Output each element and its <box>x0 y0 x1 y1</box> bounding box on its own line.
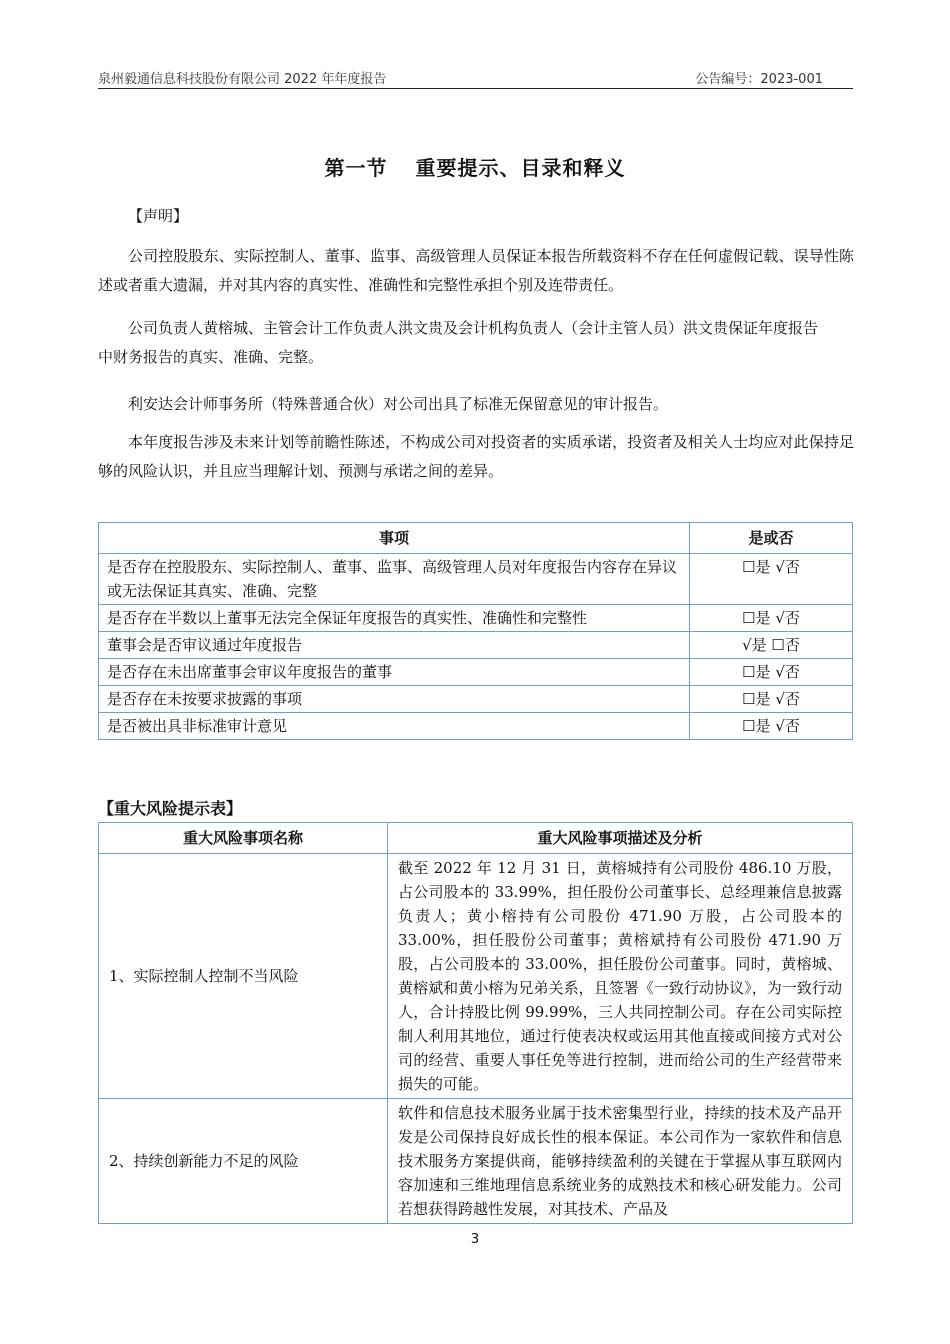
question-item: 是否存在未按要求披露的事项 <box>99 686 690 713</box>
question-answer: ☐是 √否 <box>690 659 853 686</box>
question-item: 是否存在控股股东、实际控制人、董事、监事、高级管理人员对年度报告内容存在异议或无法保证其真实、准确、完整 <box>99 554 690 605</box>
risk-table-title: 【重大风险提示表】 <box>98 799 243 818</box>
question-item: 是否被出具非标准审计意见 <box>99 713 690 740</box>
header-company-report: 泉州毅通信息科技股份有限公司 2022 年年度报告 <box>98 72 387 87</box>
table-row <box>99 1099 853 1224</box>
question-item: 是否存在未出席董事会审议年度报告的董事 <box>99 659 690 686</box>
column-header-yes-no: 是或否 <box>690 523 853 554</box>
column-header-item: 事项 <box>99 523 690 554</box>
risk-table <box>98 822 853 1224</box>
table-row <box>99 854 853 1099</box>
question-item: 董事会是否审议通过年度报告 <box>99 632 690 659</box>
page-number: 3 <box>470 1232 480 1247</box>
table-header-row <box>99 523 853 554</box>
section-number: 第一节 <box>324 156 388 180</box>
table-row <box>99 659 853 686</box>
header-announcement-number: 公告编号：2023-001 <box>695 72 823 87</box>
table-header-row <box>99 823 853 854</box>
statement-heading: 【声明】 <box>128 207 189 225</box>
confirmation-table <box>98 522 853 740</box>
question-answer: √是 ☐否 <box>690 632 853 659</box>
statement-paragraph-2: 公司负责人黄榕城、主管会计工作负责人洪文贵及会计机构负责人（会计主管人员）洪文贵保证年度报告中财务报告的真实、准确、完整。 <box>98 319 819 366</box>
statement-paragraph-1: 公司控股股东、实际控制人、董事、监事、高级管理人员保证本报告所载资料不存在任何虚假记载、误导性陈述或者重大遗漏，并对其内容的真实性、准确性和完整性承担个别及连带责任。 <box>98 247 854 294</box>
statement-paragraph-4: 本年度报告涉及未来计划等前瞻性陈述，不构成公司对投资者的实质承诺，投资者及相关人士均应对此保持足够的风险认识，并且应当理解计划、预测与承诺之间的差异。 <box>98 433 854 480</box>
page-header <box>98 66 853 89</box>
column-header-risk-description: 重大风险事项描述及分析 <box>388 823 853 854</box>
risk-description: 软件和信息技术服务业属于技术密集型行业，持续的技术及产品开发是公司保持良好成长性的根本保证。本公司作为一家软件和信息技术服务方案提供商，能够持续盈利的关键在于掌握从事互联网内容加速和三维地理信息系统业务的成熟技术和核心研发能力。公司若想获得跨越性发展，对其技术、产品及 <box>388 1099 853 1224</box>
section-name: 重要提示、目录和释义 <box>415 156 626 180</box>
statement-paragraph-3: 利安达会计师事务所（特殊普通合伙）对公司出具了标准无保留意见的审计报告。 <box>128 395 669 413</box>
risk-description: 截至 2022 年 12 月 31 日，黄榕城持有公司股份 486.10 万股，占公司股本的 33.99%，担任股份公司董事长、总经理兼信息披露负责人；黄小榕持有公司股份 471.90 万股，占公司股本的 33.00%，担任股份公司董事；黄榕斌持有公司股份 471.90 万股，占公司股本的 33.00%，担任股份公司董事。同时，黄榕城、黄榕斌和黄小榕为兄弟关系，且签署《一致行动协议》，为一致行动人，合计持股比例 99.99%，三人共同控制公司。存在公司实际控制人利用其地位，通过行使表决权或运用其他直接或间接方式对公司的经营、重要人事任免等进行控制，进而给公司的生产经营带来损失的可能。 <box>388 854 853 1099</box>
question-item: 是否存在半数以上董事无法完全保证年度报告的真实性、准确性和完整性 <box>99 605 690 632</box>
question-answer: ☐是 √否 <box>690 554 853 605</box>
table-row <box>99 713 853 740</box>
risk-name: 1、实际控制人控制不当风险 <box>99 854 388 1099</box>
section-title <box>0 152 950 181</box>
question-answer: ☐是 √否 <box>690 605 853 632</box>
table-row <box>99 686 853 713</box>
table-row <box>99 605 853 632</box>
column-header-risk-name: 重大风险事项名称 <box>99 823 388 854</box>
table-row <box>99 554 853 605</box>
risk-name: 2、持续创新能力不足的风险 <box>99 1099 388 1224</box>
question-answer: ☐是 √否 <box>690 686 853 713</box>
table-row <box>99 632 853 659</box>
question-answer: ☐是 √否 <box>690 713 853 740</box>
